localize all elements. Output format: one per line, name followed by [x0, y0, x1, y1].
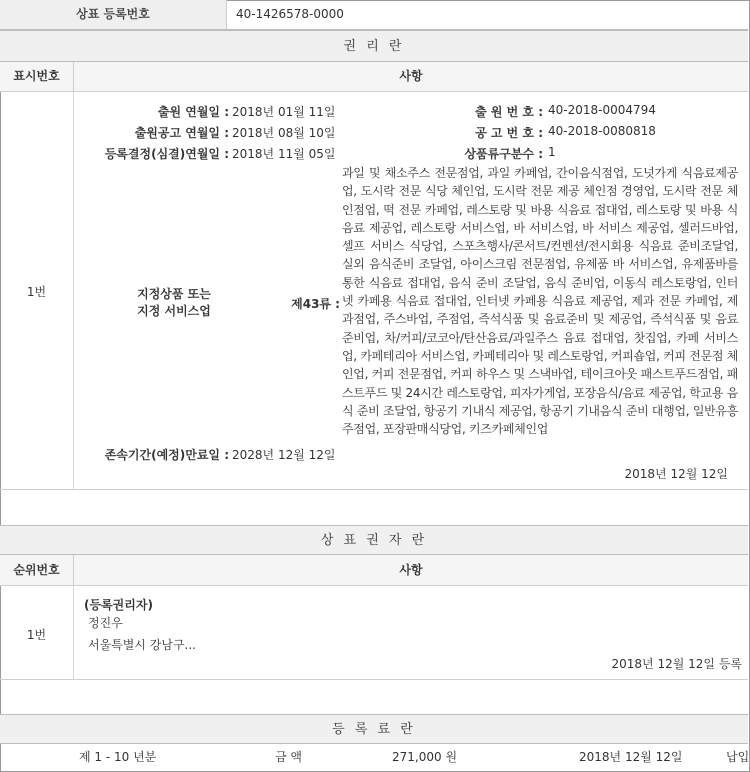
holder-registration-note: 2018년 12월 12일 등록 — [611, 657, 742, 671]
fee-amount-label: 금 액 — [275, 750, 302, 764]
publication-date-label: 출원공고 연월일 : — [134, 126, 229, 140]
holder-col-index: 순위번호 — [0, 555, 74, 585]
decision-date-value: 2018년 11월 05일 — [232, 147, 336, 161]
class-count-label: 상품류구분수 : — [464, 147, 543, 161]
filing-no-value: 40-2018-0004794 — [548, 103, 656, 117]
publication-date-value: 2018년 08월 10일 — [232, 126, 336, 140]
holder-name: 정진우 — [88, 616, 123, 630]
designated-goods-title-line1: 지정상품 또는 — [137, 287, 211, 301]
holder-address: 서울특별시 강남구... — [88, 638, 196, 652]
holder-kind: (등록권리자) — [84, 598, 153, 612]
holder-table-header — [0, 555, 748, 586]
rights-divider — [73, 92, 74, 490]
designated-goods-title — [120, 286, 228, 320]
holder-divider — [73, 586, 74, 680]
filing-date-label: 출원 연월일 : — [157, 105, 229, 119]
filing-date-value: 2018년 01월 11일 — [232, 105, 336, 119]
expiry-label: 존속기간(예정)만료일 : — [104, 448, 229, 462]
rights-col-matter: 사항 — [399, 69, 423, 83]
rights-registration-date: 2018년 12월 12일 — [624, 467, 728, 481]
rights-section-title: 권 리 란 — [0, 30, 748, 62]
holder-col-matter: 사항 — [399, 563, 423, 577]
publication-no-label: 공 고 번 호 : — [475, 126, 543, 140]
fee-status: 납입 — [726, 750, 750, 764]
fee-row — [0, 744, 748, 770]
fee-section-title: 등 록 료 란 — [0, 714, 748, 744]
class-label: 제43류 : — [291, 297, 340, 311]
registration-number-row — [0, 0, 748, 30]
fee-date: 2018년 12월 12일 — [579, 750, 683, 764]
designated-goods-text: 과일 및 채소주스 전문점업, 과일 카페업, 간이음식점업, 도넛가게 식음료제공업, 도시락 전문 식당 체인업, 도시락 전문 제공 체인점 경영업, 도시락 전문 체인점업, 떡 전문 카페업, 레스토랑 및 바용 식음료 접대업, 레스토랑 및 바용 식음료 제공업, 레스토랑 서비스업, 바 서비스업, 바 서비스 제공업, 셀러드바업, 셀프 서비스 식당업, 스포츠행사/콘서트/컨벤션/전시회용 식음료 준비조달업, 실외 음식준비 조달업, 아이스크림 전문점업, 유제품 바 서비스업, 유제품바를 통한 식음료 접대업, 음식 준비 조달업, 음식 준비업, 이동식 레스토랑업, 인터넷 카페용 식음료 접대업, 인터넷 카페용 식음료 제공업, 제과 전문 카페업, 제과점업, 주스바업, 주점업, 즉석식품 및 음료준비 및 제공업, 즉석식품 및 음료 준비업, 차/커피/코코아/탄산음료/과일주스 음료 접대업, 찻집업, 카페 서비스업, 카페테리아 서비스업, 카페테리아 및 레스토랑업, 커피숍업, 커피 전문점 체인업, 커피 전문점업, 커피 하우스 및 스낵바업, 테이크아웃 패스트푸드점업, 패스트푸드 및 24시간 레스토랑업, 피자가게업, 포장음식/음료 제공업, 학교용 음식 준비 조달업, 항공기 기내식 제공업, 항공기 기내음식 준비 대행업, 일반유흥주점업, 포장판매식당업, 키즈카페체인업 — [342, 166, 738, 437]
registration-number-value: 40-1426578-0000 — [236, 7, 344, 21]
expiry-date-value: 2028년 12월 12일 — [232, 448, 336, 462]
fee-period: 제 1 - 10 년분 — [79, 750, 157, 764]
rights-col-index: 표시번호 — [0, 62, 74, 91]
rights-table-header — [0, 62, 748, 92]
filing-no-label: 출 원 번 호 : — [475, 105, 543, 119]
decision-date-label: 등록결정(심결)연월일 : — [104, 147, 229, 161]
class-count-value: 1 — [548, 145, 556, 159]
registration-number-label: 상표 등록번호 — [0, 0, 227, 29]
designated-goods-title-line2: 지정 서비스업 — [137, 304, 211, 318]
holder-section-title: 상 표 권 자 란 — [0, 525, 748, 555]
rights-index-no: 1번 — [26, 285, 47, 299]
holder-index-no: 1번 — [26, 628, 47, 642]
fee-amount: 271,000 원 — [392, 750, 458, 764]
publication-no-value: 40-2018-0080818 — [548, 124, 656, 138]
